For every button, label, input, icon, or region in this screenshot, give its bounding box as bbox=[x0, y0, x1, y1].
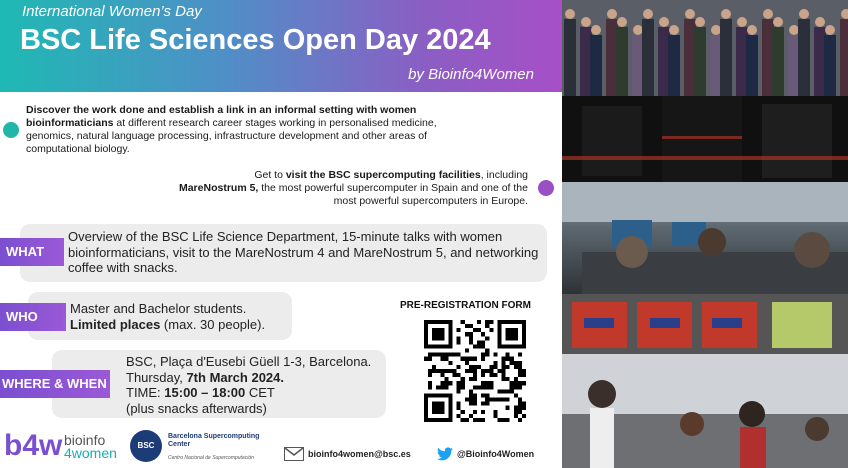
where-note: (plus snacks afterwards) bbox=[126, 400, 267, 416]
who-bold: Limited places bbox=[70, 316, 161, 332]
where-date: 7th March 2024. bbox=[186, 369, 284, 385]
mail-icon bbox=[284, 447, 304, 461]
b4w-text-2: 4women bbox=[64, 445, 117, 461]
b4w-logo-mark: b4w bbox=[4, 429, 63, 462]
who-line1: Master and Bachelor students. bbox=[70, 301, 247, 316]
where-text bbox=[126, 354, 384, 416]
intro-rest: at different research career stages working in personalised medicine, genomics, natural language processing, infrastructure development and other areas of computational biology. bbox=[26, 117, 437, 155]
b4w-text-1: bioinfo bbox=[64, 432, 106, 448]
where-time-post: CET bbox=[245, 385, 275, 400]
visit-mid: , including bbox=[480, 169, 528, 181]
visit-bold: visit the BSC supercomputing facilities bbox=[285, 169, 481, 181]
email-address[interactable]: bioinfo4women@bsc.es bbox=[308, 449, 411, 459]
where-address: BSC, Plaça d'Eusebi Güell 1-3, Barcelona. bbox=[126, 354, 372, 369]
what-label: WHAT bbox=[0, 238, 64, 266]
where-time-pre: TIME: bbox=[126, 385, 165, 400]
purple-bullet-dot bbox=[538, 180, 554, 196]
visitors-graphic bbox=[562, 354, 848, 468]
visit-bold2: MareNostrum 5, bbox=[178, 182, 259, 194]
registration-qr-code[interactable] bbox=[424, 320, 526, 422]
visit-paragraph bbox=[168, 169, 528, 208]
event-kicker: International Women’s Day bbox=[22, 3, 202, 20]
who-label: WHO bbox=[0, 303, 66, 331]
where-time: 15:00 – 18:00 bbox=[164, 385, 246, 400]
twitter-bird-icon bbox=[437, 447, 453, 461]
twitter-handle[interactable]: @Bioinfo4Women bbox=[457, 449, 535, 459]
organizer-byline: by Bioinfo4Women bbox=[408, 66, 534, 83]
photo-collage bbox=[562, 0, 848, 468]
bsc-circle-mark: BSC bbox=[130, 430, 162, 462]
cables-photo bbox=[562, 294, 848, 354]
intro-paragraph bbox=[26, 104, 446, 156]
teal-bullet-dot bbox=[3, 122, 19, 138]
header-banner bbox=[0, 0, 562, 92]
intro-bold: Discover the work done and establish a link in an informal setting with women bioinformaticians bbox=[26, 104, 417, 129]
computer-lab-graphic bbox=[562, 182, 848, 294]
server-racks-graphic bbox=[562, 96, 848, 182]
cables-graphic bbox=[562, 294, 848, 354]
group-photo-people bbox=[562, 0, 848, 96]
group-photo bbox=[562, 0, 848, 96]
bsc-logo bbox=[130, 430, 280, 464]
visit-rest: the most powerful supercomputer in Spain and one of the most powerful supercomputers in Europe. bbox=[258, 182, 528, 207]
twitter-contact[interactable] bbox=[437, 446, 534, 462]
who-rest: (max. 30 people). bbox=[160, 316, 266, 332]
bsc-subtitle: Centro Nacional de Supercomputación bbox=[168, 455, 254, 461]
bsc-name: Barcelona Supercomputing Center bbox=[168, 433, 260, 448]
supercomputer-racks-photo bbox=[562, 96, 848, 182]
event-title: BSC Life Sciences Open Day 2024 bbox=[20, 24, 491, 56]
bioinfo4women-logo bbox=[4, 429, 117, 464]
b4w-logo-text bbox=[64, 434, 117, 460]
email-contact[interactable] bbox=[284, 446, 411, 462]
where-when-label: WHERE & WHEN bbox=[0, 370, 110, 398]
computer-lab-photo bbox=[562, 182, 848, 294]
visitors-photo bbox=[562, 354, 848, 468]
visit-pre: Get to bbox=[254, 169, 286, 181]
what-text: Overview of the BSC Life Science Department, 15-minute talks with women bioinformaticians, visit to the MareNostrum 4 and MareNostrum 5, and networking coffee with snacks. bbox=[68, 229, 539, 275]
where-day: Thursday, bbox=[126, 369, 187, 385]
who-text bbox=[70, 301, 292, 332]
qr-code-graphic bbox=[424, 320, 526, 422]
pre-registration-heading: PRE-REGISTRATION FORM bbox=[400, 300, 531, 311]
